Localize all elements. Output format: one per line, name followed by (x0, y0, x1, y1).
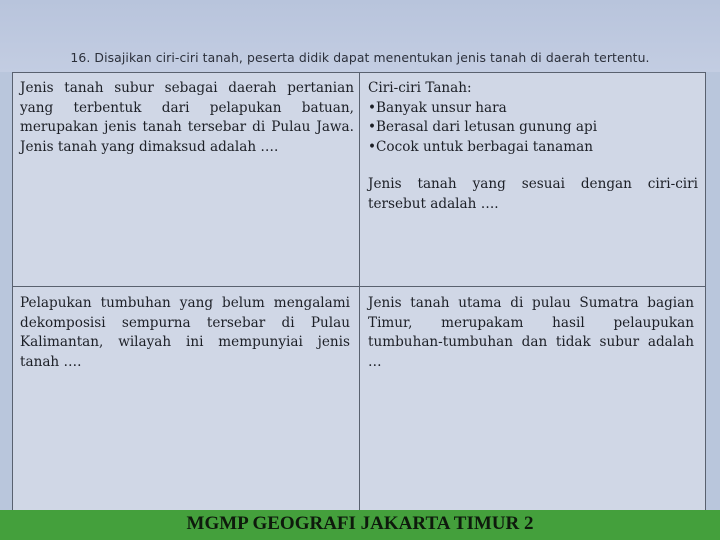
indicator-text: 16. Disajikan ciri-ciri tanah, peserta didik dapat menentukan jenis tanah di daerah tertentu. (70, 50, 650, 65)
question-cell-1 (20, 79, 354, 157)
question-2-bullet: •Banyak unsur hara (368, 99, 507, 116)
footer-title: MGMP GEOGRAFI JAKARTA TIMUR 2 (186, 513, 534, 534)
question-1-text: Jenis tanah subur sebagai daerah pertanian yang terbentuk dari pelapukan batuan, merupakan jenis tanah tersebar di Pulau Jawa. Jenis tanah yang dimaksud adalah …. (20, 80, 354, 155)
question-3-text: Pelapukan tumbuhan yang belum mengalami dekomposisi sempurna tersebar di Pulau Kalimantan, wilayah ini mempunyiai jenis tanah …. (20, 295, 350, 370)
question-2-text: Jenis tanah yang sesuai dengan ciri-ciri tersebut adalah …. (368, 176, 698, 212)
question-2-heading: Ciri-ciri Tanah: (368, 80, 472, 96)
question-cell-4 (368, 294, 694, 372)
question-cell-3 (20, 294, 350, 372)
question-2-bullet: •Cocok untuk berbagai tanaman (368, 138, 593, 155)
table-divider-vertical (359, 72, 360, 512)
question-4-text: Jenis tanah utama di pulau Sumatra bagian Timur, merupakam hasil pelaupukan tumbuhan-tumbuhan dan tidak subur adalah … (368, 295, 694, 370)
question-cell-2 (368, 79, 698, 214)
table-divider-horizontal (12, 286, 706, 287)
question-2-bullet: •Berasal dari letusan gunung api (368, 119, 598, 135)
